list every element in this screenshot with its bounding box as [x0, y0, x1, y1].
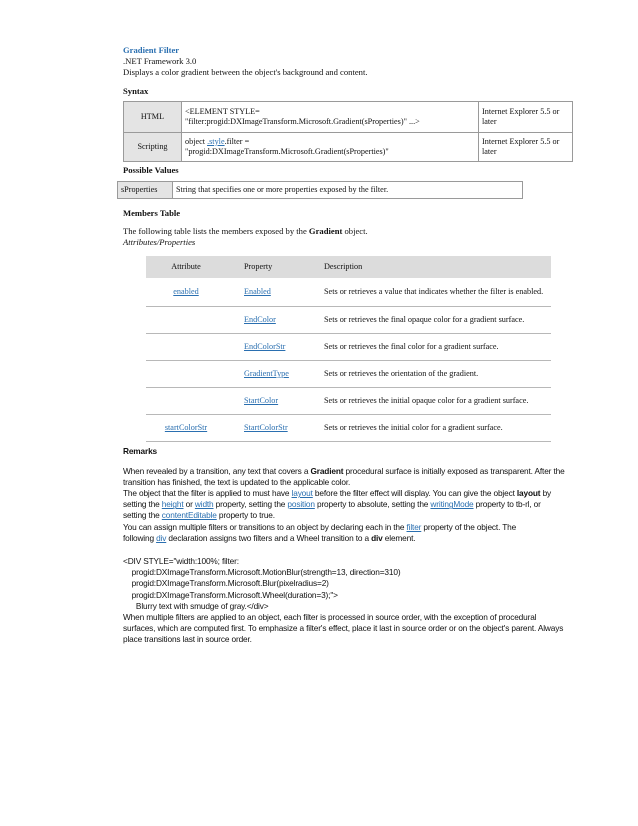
position-link[interactable]: position: [287, 499, 315, 510]
text: or: [183, 499, 195, 510]
browser-line: Internet Explorer 5.5 or: [482, 106, 560, 116]
code-line: progid:DXImageTransform.Microsoft.Wheel(duration=3);">: [123, 589, 338, 600]
text: When multiple filters are applied to an object, each filter is processed in source order, with the exception of procedural: [123, 612, 537, 622]
syntax-heading: Syntax: [123, 86, 149, 96]
text: following: [123, 533, 157, 544]
property-link[interactable]: GradientType: [244, 369, 289, 378]
content-editable-link[interactable]: contentEditable: [161, 510, 217, 521]
table-row: [146, 415, 551, 442]
syntax-code-line: [185, 137, 475, 148]
code-line: <DIV STYLE="width:100%; filter:: [123, 556, 239, 566]
text: The object that the filter is applied to must have: [123, 488, 292, 498]
writing-mode-link[interactable]: writingMode: [430, 499, 474, 510]
code-sample: [123, 556, 593, 612]
filter-link[interactable]: filter: [406, 522, 422, 532]
code-line: progid:DXImageTransform.Microsoft.Blur(pixelradius=2): [123, 578, 329, 589]
syntax-table: [123, 101, 573, 162]
code-text: .filter =: [224, 136, 250, 146]
description-cell: Sets or retrieves the initial opaque color for a gradient surface.: [320, 388, 551, 415]
description-cell: Sets or retrieves the initial color for a gradient surface.: [320, 415, 551, 442]
possible-values-table: [117, 181, 523, 199]
syntax-row-scripting: [124, 133, 573, 162]
text: declaration assigns two filters and a Wheel transition to a: [166, 533, 372, 544]
text: before the filter effect will display. You can give the object: [312, 488, 517, 498]
text: property of the object. The: [421, 522, 517, 532]
bold-text: layout: [516, 488, 541, 498]
intro-text: object.: [342, 226, 368, 236]
description-cell: Sets or retrieves a value that indicates whether the filter is enabled.: [320, 278, 551, 307]
syntax-code-line: <ELEMENT STYLE=: [185, 106, 260, 116]
table-row: [146, 278, 551, 307]
text: You can assign multiple filters or transitions to an object by declaring each in the: [123, 522, 407, 532]
syntax-code: [182, 133, 479, 162]
table-header-row: [146, 256, 551, 278]
layout-link[interactable]: layout: [291, 488, 313, 498]
syntax-code-line: "filter:progid:DXImageTransform.Microsoft.Gradient(sProperties)" ...>: [185, 117, 420, 126]
width-link[interactable]: width: [194, 499, 214, 510]
syntax-label: Scripting: [124, 133, 182, 162]
description-cell: Sets or retrieves the orientation of the gradient.: [320, 361, 551, 388]
syntax-label: HTML: [124, 102, 182, 133]
remarks-heading: Remarks: [123, 446, 158, 456]
remarks-paragraph-1: [123, 466, 593, 488]
property-link[interactable]: EndColor: [244, 315, 276, 324]
syntax-row-html: [124, 102, 573, 133]
bold-text: div: [371, 533, 383, 544]
page-title: Gradient Filter: [123, 45, 180, 55]
table-row: [146, 334, 551, 361]
attribute-link[interactable]: startColorStr: [164, 423, 208, 432]
table-row: [146, 388, 551, 415]
property-link[interactable]: StartColorStr: [244, 423, 288, 432]
property-link[interactable]: Enabled: [244, 287, 271, 296]
table-row: [146, 307, 551, 334]
description-line: Displays a color gradient between the object's background and content.: [123, 67, 368, 77]
members-table: [146, 256, 551, 442]
bold-text: Gradient: [310, 466, 344, 476]
syntax-browser: [479, 102, 573, 133]
remarks-paragraph-4: [123, 612, 593, 646]
description-cell: Sets or retrieves the final color for a gradient surface.: [320, 334, 551, 361]
text: property, setting the: [213, 499, 288, 510]
members-intro: [123, 226, 368, 237]
property-link[interactable]: StartColor: [244, 396, 279, 405]
text: transition has finished, the text is updated to the applicable color.: [123, 477, 351, 488]
browser-line: Internet Explorer 5.5 or: [482, 136, 560, 146]
text: setting the: [123, 510, 162, 521]
browser-line: later: [482, 147, 497, 156]
attributes-subheading: Attributes/Properties: [123, 237, 196, 247]
syntax-browser: [479, 133, 573, 162]
members-heading: Members Table: [123, 208, 181, 218]
header-description: Description: [320, 256, 551, 278]
text: setting the: [123, 499, 162, 510]
table-row: [146, 361, 551, 388]
style-link[interactable]: .style: [207, 136, 225, 146]
text: property to absolute, setting the: [314, 499, 431, 510]
property-link[interactable]: EndColorStr: [244, 342, 286, 351]
value-name: sProperties: [118, 182, 173, 199]
div-link[interactable]: div: [156, 533, 167, 544]
header-attribute: Attribute: [146, 256, 226, 278]
attribute-link[interactable]: enabled: [173, 287, 199, 296]
description-cell: Sets or retrieves the final opaque color for a gradient surface.: [320, 307, 551, 334]
intro-bold: Gradient: [308, 226, 343, 236]
code-line: Blurry text with smudge of gray.</div>: [123, 600, 269, 611]
remarks-paragraph-2: [123, 488, 593, 522]
height-link[interactable]: height: [161, 499, 184, 510]
intro-text: The following table lists the members exposed by the: [123, 226, 309, 236]
text: When revealed by a transition, any text that covers a: [123, 466, 311, 476]
text: by: [540, 488, 552, 498]
text: property to tb-rl, or: [473, 499, 541, 510]
text: element.: [382, 533, 416, 544]
text: place transitions last in source order.: [123, 634, 252, 645]
remarks-paragraph-3: [123, 522, 593, 544]
text: property to true.: [216, 510, 275, 521]
text: procedural surface is initially exposed as transparent. After the: [343, 466, 565, 476]
code-text: object: [185, 136, 206, 146]
syntax-code-line: "progid:DXImageTransform.Microsoft.Gradient(sProperties)": [185, 147, 389, 156]
possible-values-heading: Possible Values: [123, 165, 179, 175]
syntax-code: [182, 102, 479, 133]
browser-line: later: [482, 117, 497, 126]
framework-line: .NET Framework 3.0: [123, 56, 197, 66]
code-line: progid:DXImageTransform.Microsoft.MotionBlur(strength=13, direction=310): [123, 567, 401, 578]
text: surfaces, which are computed first. To emphasize a filter's effect, place it last in source order or on the object's parent. Always: [123, 623, 564, 634]
header-property: Property: [226, 256, 320, 278]
value-description: String that specifies one or more properties exposed by the filter.: [173, 182, 523, 199]
